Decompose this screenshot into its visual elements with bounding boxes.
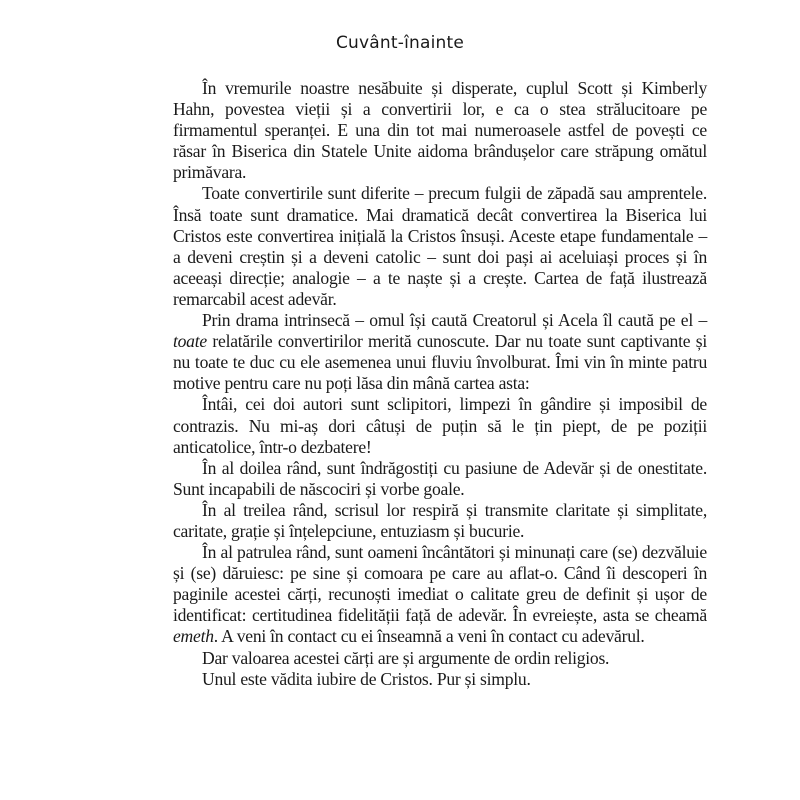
emphasis-toate: toate	[173, 331, 207, 352]
paragraph-3-end: relatările convertirilor merită cunoscute. Dar nu toate sunt captivante și nu toate te duc cu ele asemenea unui fluviu învolburat. Îmi vin în minte patru motive pentru care nu poți lăsa din mână cartea asta:	[173, 331, 707, 394]
paragraph-3	[173, 310, 707, 394]
paragraph-7-end: . A veni în contact cu ei înseamnă a veni în contact cu adevărul.	[213, 626, 645, 647]
paragraph-3-start: Prin drama intrinsecă – omul își caută Creatorul și Acela îl caută pe el –	[202, 310, 707, 331]
body-text	[173, 78, 707, 690]
paragraph-7	[173, 542, 707, 647]
paragraph-9: Unul este vădita iubire de Cristos. Pur și simplu.	[202, 668, 531, 689]
page-title: Cuvânt-înainte	[335, 33, 465, 53]
paragraph-7-start: În al patrulea rând, sunt oameni încântători și minunați care (se) dezvăluie și (se) dăruiesc: pe sine și comoara pe care au aflat-o. Când îi descoperi în paginile acestei cărți, recunoști imediat o calitate greu de definit și ușor de identificat: certitudinea fidelității față de adevăr. În evreiește, asta se cheamă	[173, 542, 707, 626]
paragraph-2: Toate convertirile sunt diferite – precum fulgii de zăpadă sau amprentele. Însă toate sunt dramatice. Mai dramatică decât convertirea la Biserica lui Cristos este convertirea inițială la Cristos însuși. Aceste etape fundamentale – a deveni creștin și a deveni catolic – sunt doi pași ai aceluiași proces și în aceeași direcție; analogie – a te naște și a crește. Cartea de față ilustrează remarcabil acest adevăr.	[173, 183, 707, 309]
paragraph-8: Dar valoarea acestei cărți are și argumente de ordin religios.	[202, 647, 610, 668]
paragraph-1: În vremurile noastre nesăbuite și disperate, cuplul Scott și Kimberly Hahn, povestea vieții și a convertirii lor, e ca o stea strălucitoare pe firmamentul speranței. E una din tot mai numeroasele astfel de povești ce răsar în Biserica din Statele Unite aidoma brândușelor care străpung omătul primăvara.	[173, 78, 707, 183]
paragraph-5: În al doilea rând, sunt îndrăgostiți cu pasiune de Adevăr și de onestitate. Sunt incapabili de născociri și vorbe goale.	[173, 457, 707, 499]
paragraph-4: Întâi, cei doi autori sunt sclipitori, limpezi în gândire și imposibil de contrazis. Nu mi-aș dori câtuși de puțin să le țin piept, de pe poziții anticatolice, într-o dezbatere!	[173, 394, 707, 457]
paragraph-6: În al treilea rând, scrisul lor respiră și transmite claritate și simplitate, caritate, grație și înțelepciune, entuziasm și bucurie.	[173, 499, 707, 541]
emphasis-emeth: emeth	[173, 626, 214, 647]
